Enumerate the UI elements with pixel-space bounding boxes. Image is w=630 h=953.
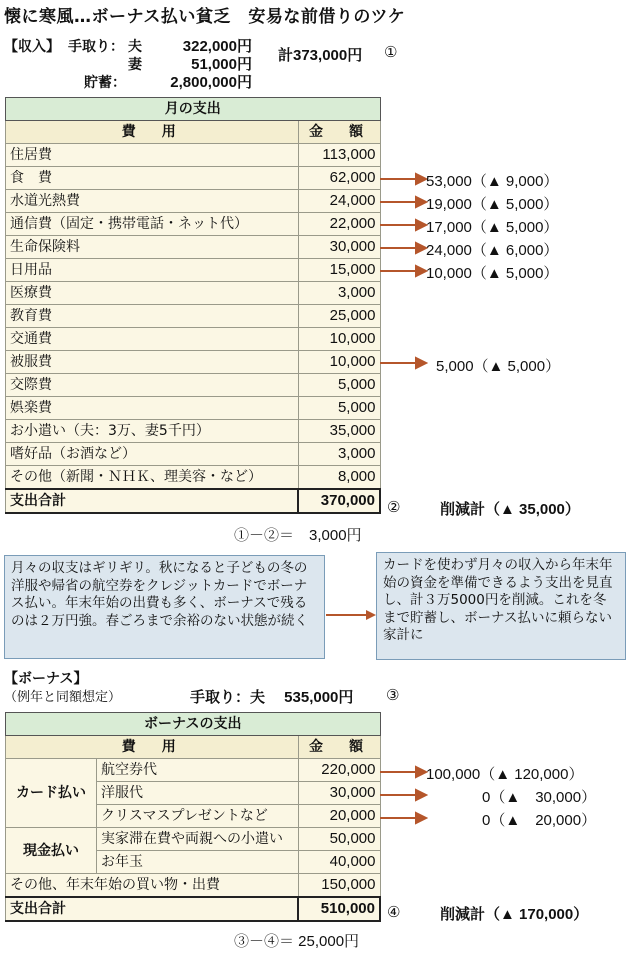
savings-amount: 2,800,000円	[170, 74, 252, 91]
row-amount: 150,000	[298, 874, 380, 898]
row-amount: 8,000	[298, 466, 380, 490]
row-amount: 15,000	[298, 259, 380, 282]
row-amount: 10,000	[298, 351, 380, 374]
row-item: お小遣い（夫：3万、妻5千円）	[6, 420, 299, 443]
reduction-food: 53,000（▲ 9,000）	[426, 173, 559, 190]
reduction-utilities: 19,000（▲ 5,000）	[426, 196, 559, 213]
row-amount: 5,000	[298, 374, 380, 397]
reduction-insurance: 24,000（▲ 6,000）	[426, 242, 559, 259]
row-item: 水道光熱費	[6, 190, 299, 213]
row-amount: 5,000	[298, 397, 380, 420]
total-amount: 510,000	[298, 897, 380, 921]
reduction-airfare: 100,000（▲ 120,000）	[426, 766, 584, 783]
row-item: 日用品	[6, 259, 299, 282]
row-amount: 113,000	[298, 144, 380, 167]
row-item: 嗜好品（お酒など）	[6, 443, 299, 466]
table-row	[6, 828, 381, 851]
row-item: 実家滞在費や両親への小遣い	[97, 828, 299, 851]
row-amount: 220,000	[298, 759, 380, 782]
table-row	[6, 190, 381, 213]
row-item: お年玉	[97, 851, 299, 874]
husband-income: 322,000円	[182, 38, 252, 55]
monthly-cut-total: 削減計（▲ 35,000）	[440, 501, 580, 518]
total-label: 支出合計	[6, 897, 299, 921]
table-row	[6, 144, 381, 167]
mark-1: ①	[384, 43, 398, 61]
row-item: 教育費	[6, 305, 299, 328]
row-item: その他（新聞・ＮＨＫ、理美容・など）	[6, 466, 299, 490]
row-item: 交通費	[6, 328, 299, 351]
row-amount: 30,000	[298, 236, 380, 259]
mark-3: ③	[386, 686, 400, 704]
reduction-gifts: 0（▲ 20,000）	[482, 812, 597, 829]
table-row	[6, 259, 381, 282]
column-header-amount: 金 額	[298, 736, 380, 759]
row-item: クリスマスプレゼントなど	[97, 805, 299, 828]
table-row	[6, 443, 381, 466]
note-current-situation: 月々の収支はギリギリ。秋になると子どもの冬の洋服や帰省の航空券をクレジットカードでボーナス払い。年末年始の出費も多く、ボーナスで残るのは２万円強。春ごろまで余裕のない状態が続く	[4, 555, 325, 659]
bonus-label: 【ボーナス】	[4, 671, 88, 687]
table-caption: ボーナスの支出	[6, 713, 381, 736]
table-row	[6, 305, 381, 328]
bonus-cut-total: 削減計（▲ 170,000）	[440, 906, 589, 923]
table-row	[6, 167, 381, 190]
mark-4: ④	[387, 903, 401, 921]
group-cash-payment: 現金払い	[6, 828, 97, 874]
row-amount: 22,000	[298, 213, 380, 236]
column-header-amount: 金 額	[298, 121, 380, 144]
total-row	[6, 897, 381, 921]
table-row	[6, 374, 381, 397]
table-row	[6, 351, 381, 374]
row-amount: 40,000	[298, 851, 380, 874]
monthly-balance: ①－②＝ 3,000円	[234, 527, 362, 544]
row-amount: 10,000	[298, 328, 380, 351]
row-amount: 30,000	[298, 782, 380, 805]
reduction-daily-goods: 10,000（▲ 5,000）	[426, 265, 559, 282]
table-row	[6, 759, 381, 782]
row-amount: 3,000	[298, 282, 380, 305]
row-amount: 20,000	[298, 805, 380, 828]
reduction-communication: 17,000（▲ 5,000）	[426, 219, 559, 236]
bonus-note: （例年と同額想定）	[4, 690, 122, 705]
table-row	[6, 328, 381, 351]
reduction-arrows	[380, 170, 428, 370]
wife-label: 妻	[128, 57, 142, 73]
column-header-item: 費 用	[6, 736, 299, 759]
husband-label: 夫	[128, 39, 142, 55]
row-amount: 25,000	[298, 305, 380, 328]
table-row	[6, 397, 381, 420]
table-row	[6, 466, 381, 490]
row-item: 食 費	[6, 167, 299, 190]
row-amount: 24,000	[298, 190, 380, 213]
row-item: 通信費（固定・携帯電話・ネット代）	[6, 213, 299, 236]
row-item: その他、年末年始の買い物・出費	[6, 874, 299, 898]
table-row	[6, 874, 381, 898]
page-title: 懐に寒風…ボーナス払い貧乏 安易な前借りのツケ	[4, 7, 406, 27]
row-item: 生命保険料	[6, 236, 299, 259]
income-total: 計373,000円	[278, 47, 363, 64]
bonus-reduction-arrows	[380, 763, 428, 825]
row-item: 娯楽費	[6, 397, 299, 420]
table-row	[6, 236, 381, 259]
total-label: 支出合計	[6, 489, 299, 513]
table-row	[6, 282, 381, 305]
note-improvement: カードを使わず月々の収入から年末年始の資金を準備できるよう支出を見直し、計３万5000円を削減。これを冬まで貯蓄し、ボーナス払いに頼らない家計に	[376, 552, 626, 660]
row-amount: 35,000	[298, 420, 380, 443]
total-amount: 370,000	[298, 489, 380, 513]
row-amount: 3,000	[298, 443, 380, 466]
row-item: 被服費	[6, 351, 299, 374]
table-row	[6, 420, 381, 443]
mark-2: ②	[387, 498, 401, 516]
bonus-expense-table	[5, 712, 381, 922]
row-item: 洋服代	[97, 782, 299, 805]
savings-label: 貯蓄：	[84, 75, 126, 91]
wife-income: 51,000円	[191, 56, 252, 73]
row-item: 航空券代	[97, 759, 299, 782]
total-row	[6, 489, 381, 513]
row-amount: 50,000	[298, 828, 380, 851]
bonus-net: 手取り：夫 535,000円	[190, 689, 354, 706]
row-amount: 62,000	[298, 167, 380, 190]
bonus-balance: ③－④＝ 25,000円	[234, 933, 360, 950]
arrow-icon	[326, 608, 376, 622]
row-item: 住居費	[6, 144, 299, 167]
column-header-item: 費 用	[6, 121, 299, 144]
reduction-clothes: 0（▲ 30,000）	[482, 789, 597, 806]
net-income-label: 手取り：	[68, 39, 124, 55]
reduction-clothing: 5,000（▲ 5,000）	[436, 358, 561, 375]
table-row	[6, 213, 381, 236]
income-label: 【収入】	[4, 39, 60, 55]
table-caption: 月の支出	[6, 98, 381, 121]
row-item: 交際費	[6, 374, 299, 397]
row-item: 医療費	[6, 282, 299, 305]
monthly-expense-table	[5, 97, 381, 514]
group-card-payment: カード払い	[6, 759, 97, 828]
